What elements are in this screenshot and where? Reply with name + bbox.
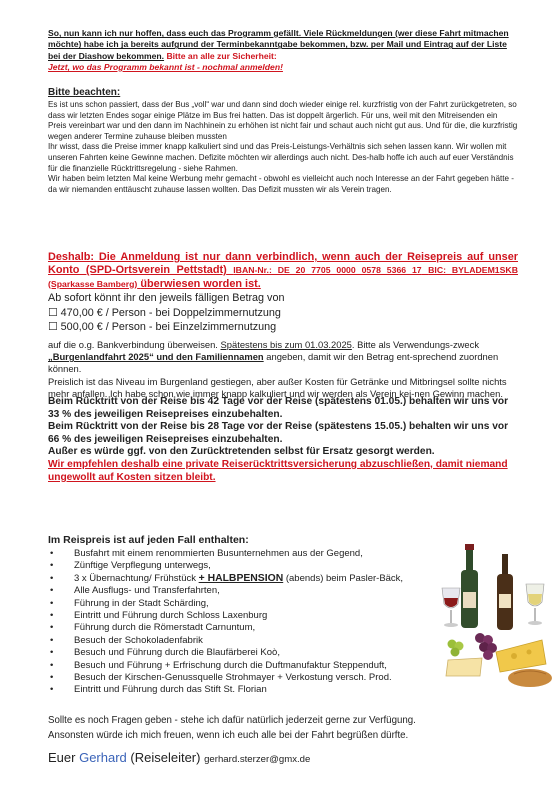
closing-line-2: Ansonsten würde ich mich freuen, wenn ich euch alle bei der Fahrt begrüßen dürfte. (48, 729, 409, 741)
included-list (48, 548, 448, 697)
list-item: • Eintritt und Führung durch das Stift St. Florian (48, 684, 448, 696)
wine-cheese-illustration (434, 540, 558, 690)
list-item: • Besuch der Kirschen-Genussquelle Strohmayer + Verkostung versch. Prod. (48, 672, 448, 684)
bitte-paragraph-2: Ihr wisst, dass die Preise immer knapp kalkuliert sind und das Preis-Leistungs-Verhältnis sich sehen lassen kann. Wir wollen mit unseren Fahrten keine Gewinne machen. Defizite möchten wir allerdings auch nicht. Des-halb hoffe ich auch auf euer Verständnis für die finanzielle Rücktrittsregelung - siehe Rahmen. (48, 142, 514, 173)
transfer-reference: „Burgenlandfahrt 2025“ und den Familiennamen (48, 351, 264, 363)
bitte-text (48, 100, 518, 195)
wine-bottle-left (461, 544, 478, 628)
price-level-paragraph: Preislich ist das Niveau im Burgenland gestiegen, aber außer Kosten für Getränke und Mitbringsel sollte nichts mehr anfallen. Ich habe schon wie immer knapp kalkuliert und wir werden als Verein kei-nen Gewinn machen. (48, 375, 507, 399)
stay-location: (abends) beim Pasler-Bäck, (283, 572, 404, 584)
intro-red-italic-note: Jetzt, wo das Programm bekannt ist - nochmal anmelden! (48, 61, 283, 72)
deshalb-paragraph (48, 251, 518, 291)
deshalb-text: Deshalb: Die Anmeldung ist nur dann verbindlich, wenn auch der Reisepreis auf unser Konto (SPD-Ortsverein Pettstadt) (48, 251, 518, 277)
wine-glass-white (526, 584, 544, 625)
included-heading: Im Reispreis ist auf jeden Fall enthalten: (48, 534, 249, 546)
cancellation-conditions (48, 396, 518, 484)
list-item: • Zünftige Verpflegung unterwegs, (48, 560, 448, 572)
signature (48, 750, 310, 768)
transfer-paragraph (48, 339, 518, 376)
bitte-paragraph-3: Wir haben beim letzten Mal keine Werbung mehr gemacht - obwohl es vielleicht auch noch Interesse an der Fahrt gegeben hätte - da wir niemanden enttäuscht zuhause lassen wollten. Das Defizit mussten wir als Verein tragen. (48, 174, 514, 194)
closing-block (48, 714, 518, 743)
price-single-room: ☐ 500,00 € / Person - bei Einzelzimmernutzung (48, 321, 277, 333)
transfer-text-a: auf die o.g. Bankverbindung überweisen. (48, 339, 218, 350)
price-block (48, 291, 518, 335)
signature-email[interactable]: gerhard.sterzer@gmx.de (204, 754, 311, 765)
condition-replacement: Außer es würde ggf. von den Zurücktretenden selbst für Ersatz gesorgt werden. (48, 446, 435, 458)
intro-paragraph (48, 28, 518, 73)
list-item: • Alle Ausflugs- und Transferfahrten, (48, 585, 448, 597)
condition-28-days: Beim Rücktritt von der Reise bis 28 Tage vor der Reise (spätestens 15.05.) behalten wir uns vor 66 % des jeweiligen Reisepreises einzubehalten. (48, 421, 509, 445)
list-item: • Besuch der Schokoladenfabrik (48, 635, 448, 647)
bitte-paragraph-1: Es ist uns schon passiert, dass der Bus „voll“ war und dann sind doch wieder einige rel. kurzfristig von der Fahrt zurückgetreten, so dass wir letzten Endes sogar einige Plätze im Bus frei hatten. Das ist doppelt ärgerlich. Für uns, weil mit den Mitreisenden ein Preis vereinbart war und den dann im Nachhinein zu erhöhen ist nicht fair und schaut auch nicht gut aus. Und für die, die kurzfristig wegen anderer Termine zuhause bleiben mussten (48, 100, 518, 141)
list-item: • Führung in der Stadt Schärding, (48, 598, 448, 610)
price-double-room: ☐ 470,00 € / Person - bei Doppelzimmernutzung (48, 306, 281, 319)
grapes (448, 633, 498, 660)
list-item: • Eintritt und Führung durch Schloss Laxenburg (48, 610, 448, 622)
list-item: • Besuch und Führung + Erfrischung durch die Duftmanufaktur Steppenduft, (48, 660, 448, 672)
wine-bottle-right (497, 554, 513, 630)
closing-line-1: Sollte es noch Fragen geben - stehe ich dafür natürlich jederzeit gerne zur Verfügung. (48, 715, 416, 726)
condition-42-days: Beim Rücktritt von der Reise bis 42 Tage vor der Reise (spätestens 01.05.) behalten wir uns vor 33 % des jeweiligen Reisepreises einzubehalten. (48, 396, 509, 420)
wine-glass-red (442, 588, 460, 627)
list-item: • Führung durch die Römerstadt Carnuntum, (48, 622, 448, 634)
transfer-text-c: angeben, damit wir den Betrag ent-sprechend zuordnen können. (48, 351, 499, 375)
list-item: • Besuch und Führung durch die Blaufärberei Koò, (48, 647, 448, 659)
iban: IBAN-Nr.: DE 20 7705 0000 0578 5366 17 (233, 265, 422, 276)
list-item: • Busfahrt mit einem renommierten Busunternehmen aus der Gegend, (48, 548, 448, 560)
bitte-heading: Bitte beachten: (48, 87, 121, 98)
signature-name: Gerhard (79, 750, 127, 765)
intro-red-note: Bitte an alle zur Sicherheit: (166, 50, 277, 61)
intro-text: So, nun kann ich nur hoffen, dass euch das Programm gefällt. Viele Rückmeldungen (wer diese Fahrt mitmachen möchte) habe ich ja bereits aufgrund der Terminbekanntgabe bekommen, bzw. per Mail und Eintrag auf der Liste bei der Diashow bekommen. (48, 28, 509, 61)
halbpension-label: + HALBPENSION (198, 572, 284, 584)
bread (508, 669, 552, 687)
deshalb-end: überwiesen worden ist. (140, 277, 261, 290)
stay-text: 3 x Übernachtung/ Frühstück (74, 572, 199, 584)
price-lead: Ab sofort könnt ihr den jeweils fälligen Betrag von (48, 292, 285, 304)
transfer-deadline: Spätestens bis zum 01.03.2025 (220, 339, 352, 350)
transfer-text-b: . Bitte als Verwendungs-zweck (351, 339, 480, 350)
insurance-recommendation: Wir empfehlen deshalb eine private Reiserücktrittsversicherung abzuschließen, damit niemand ungewollt auf Kosten sitzen bleibt. (48, 458, 508, 483)
list-item (48, 573, 448, 585)
bic: BIC: BYLADEM1SKB (Sparkasse Bamberg) (48, 265, 518, 289)
transfer-block (48, 339, 518, 400)
signature-role: (Reiseleiter) (126, 750, 201, 765)
signature-euer: Euer (48, 750, 80, 765)
